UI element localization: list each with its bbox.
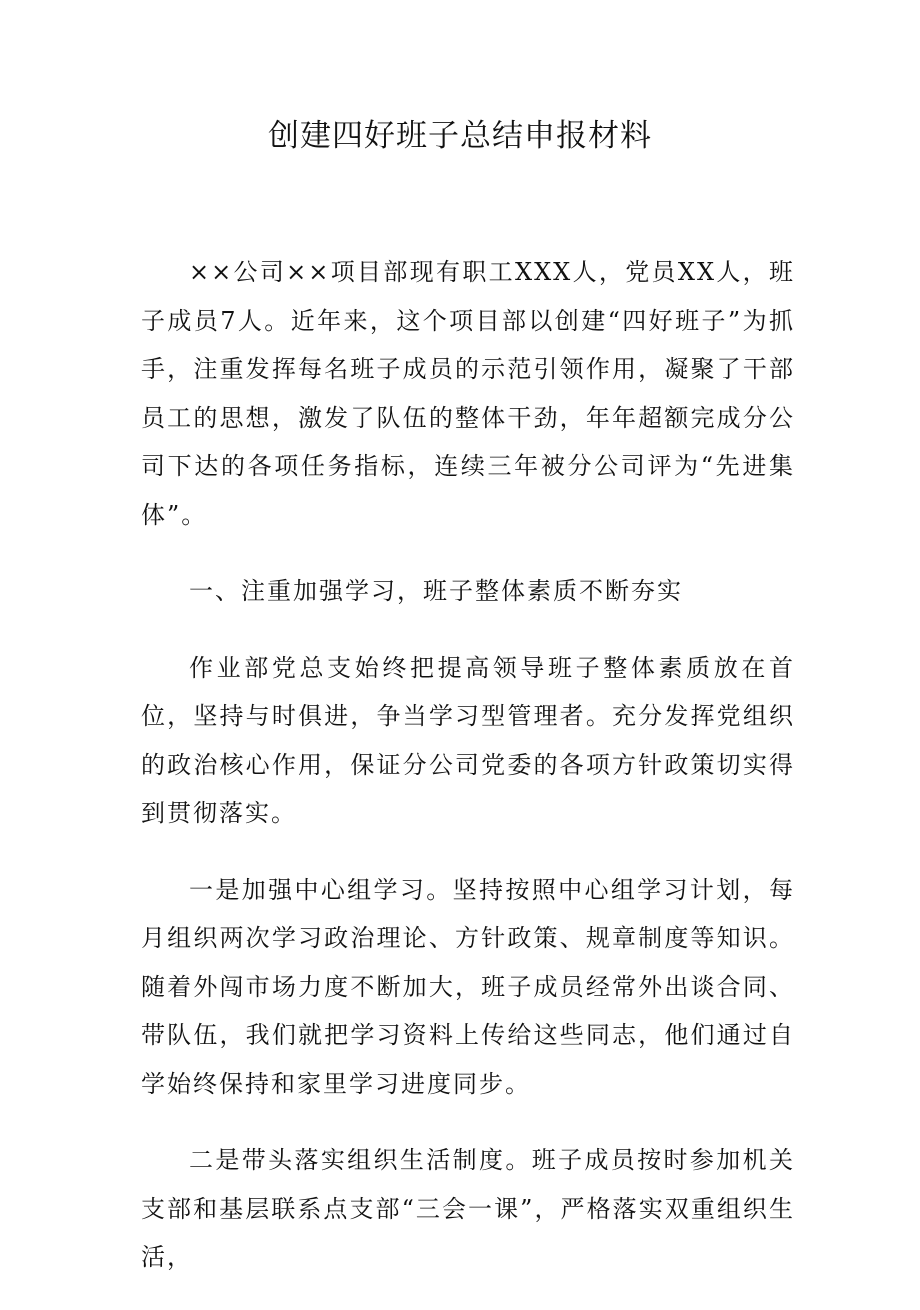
intro-paragraph: ××公司××项目部现有职工XXX人，党员XX人，班子成员7人。近年来，这个项目部以创建“四好班子”为抓手，注重发挥每名班子成员的示范引领作用，凝聚了干部员工的思想，激发了队伍的整体干劲，年年超额完成分公司下达的各项任务指标，连续三年被分公司评为“先进集体”。 bbox=[141, 258, 795, 529]
point-2-paragraph: 二是带头落实组织生活制度。班子成员按时参加机关支部和基层联系点支部“三会一课”，严格落实双重组织生活， bbox=[141, 1146, 795, 1271]
section-heading-1: 一、注重加强学习，班子整体素质不断夯实 bbox=[189, 577, 683, 605]
section-1-paragraph: 作业部党总支始终把提高领导班子整体素质放在首位，坚持与时俱进，争当学习型管理者。充分发挥党组织的政治核心作用，保证分公司党委的各项方针政策切实得到贯彻落实。 bbox=[141, 653, 795, 827]
point-1-paragraph: 一是加强中心组学习。坚持按照中心组学习计划，每月组织两次学习政治理论、方针政策、规章制度等知识。随着外闯市场力度不断加大，班子成员经常外出谈合同、带队伍，我们就把学习资料上传给这些同志，他们通过自学始终保持和家里学习进度同步。 bbox=[141, 875, 795, 1098]
document-body bbox=[141, 248, 795, 1310]
document-title: 创建四好班子总结申报材料 bbox=[268, 118, 652, 154]
